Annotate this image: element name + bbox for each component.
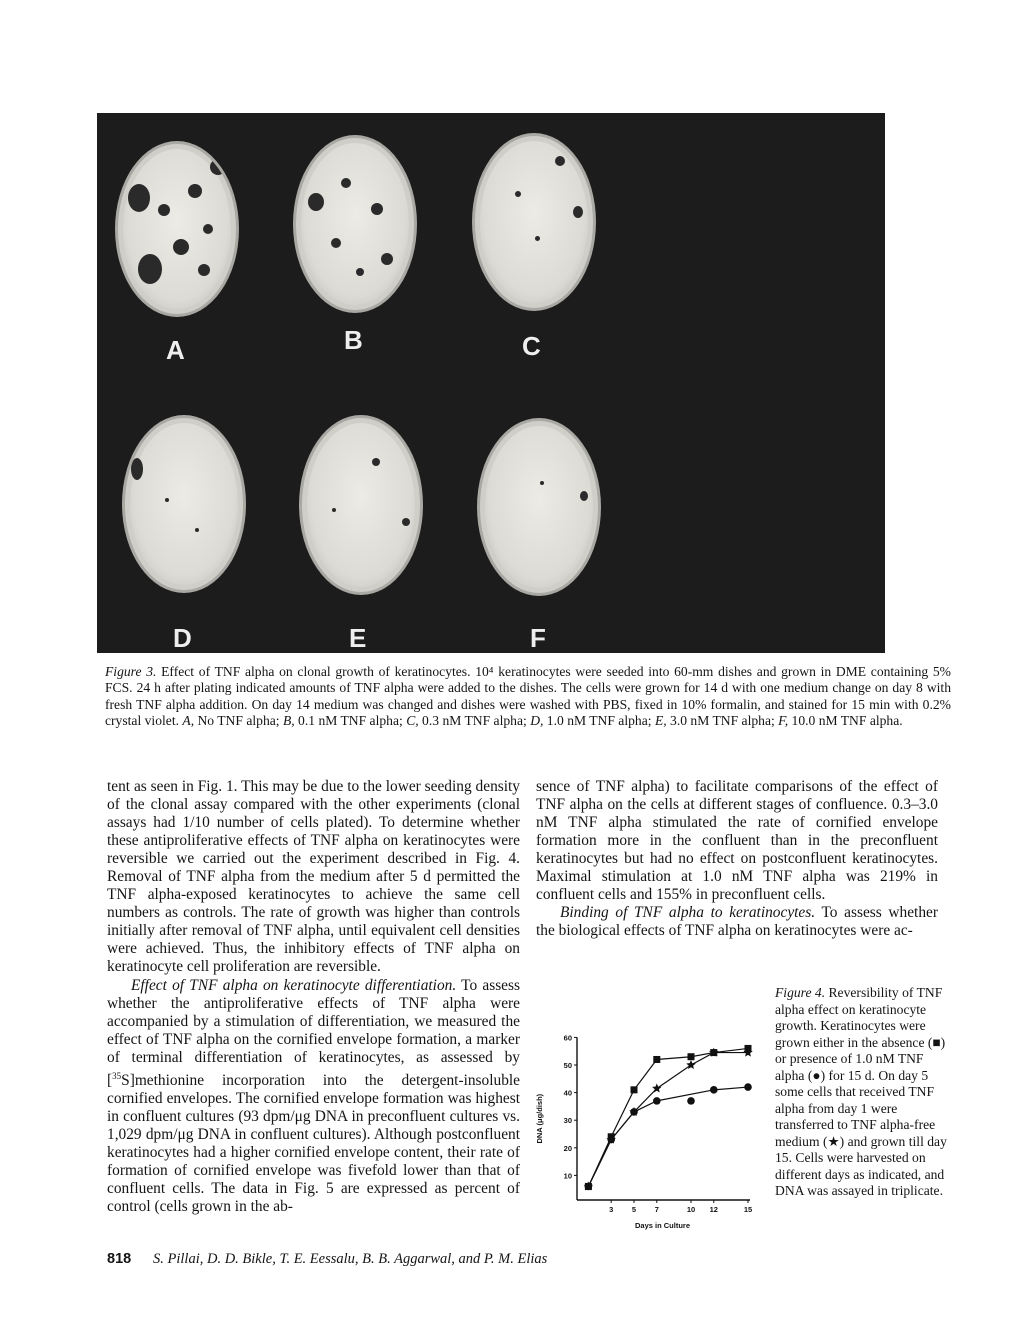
paragraph-reversibility: tent as seen in Fig. 1. This may be due to the lower seeding density of the clonal assay compared with the other experiments (clonal assays had 1/10 number of cells plated). To determine whether these antiproliferative effects of TNF alpha on keratinocytes were reversible we carried out the experiment described in Fig. 4. Removal of TNF alpha from the medium after 5 d permitted the TNF alpha-exposed keratinocytes to achieve the same cell numbers as controls. The rate of growth was higher than controls initially after removal of TNF alpha, until equivalent cell densities were achieved. Thus, the inhibitory effects of TNF alpha on keratinocyte cell proliferation are reversible. xyxy=(107,778,520,976)
circle-marker-icon xyxy=(687,1097,695,1105)
y-tick-label: 60 xyxy=(563,1033,572,1043)
figure3-photo-panel xyxy=(97,113,885,653)
figure4-caption xyxy=(775,985,950,1200)
panel-label-f: F xyxy=(530,623,546,653)
y-tick-label: 40 xyxy=(563,1088,572,1098)
section-heading-binding: Binding of TNF alpha to keratinocytes. xyxy=(560,904,816,922)
legend-text-e: 3.0 nM TNF alpha; xyxy=(666,713,779,729)
y-tick-label: 10 xyxy=(563,1171,572,1181)
x-tick-label: 10 xyxy=(686,1205,696,1214)
body-column-right xyxy=(536,778,938,940)
panel-label-d: D xyxy=(173,623,192,653)
legend-text-c: 0.3 nM TNF alpha; xyxy=(418,713,531,729)
legend-key-c: C, xyxy=(406,713,419,729)
body-column-left xyxy=(107,778,520,1216)
y-tick-label: 20 xyxy=(563,1143,572,1153)
culture-dish-c xyxy=(472,133,596,311)
panel-label-a: A xyxy=(166,335,185,365)
legend-key-f: F, xyxy=(778,713,789,729)
legend-text-d: 1.0 nM TNF alpha; xyxy=(543,713,655,729)
figure4-caption-label: Figure 4. xyxy=(775,985,826,1000)
culture-dish-d xyxy=(122,415,246,593)
figure3-caption-label: Figure 3. xyxy=(105,664,157,679)
y-axis-label: DNA (μg/dish) xyxy=(535,1093,544,1144)
paragraph-binding-text: To assess whether the biological effects of TNF alpha on keratinocytes were ac- xyxy=(536,904,938,940)
square-marker-icon xyxy=(653,1056,660,1063)
square-marker-icon xyxy=(631,1086,638,1093)
page-footer xyxy=(107,1251,547,1268)
series-line-star xyxy=(588,1053,748,1187)
isotope-superscript: 35 xyxy=(112,1070,122,1081)
culture-dish-a xyxy=(115,141,239,317)
figure4-caption-text: Reversibility of TNF alpha effect on keratinocyte growth. Keratinocytes were grown either in the absence (■) or presence of 1.0 nM TNF alpha (●) for 15 d. On day 5 some cells that received TNF alpha from day 1 were transferred to TNF alpha-free medium (★) and grown till day 15. Cells were harvested on different days as indicated, and DNA was assayed in triplicate. xyxy=(775,985,947,1198)
figure3-caption xyxy=(105,664,951,730)
figure3-caption-text: Effect of TNF alpha on clonal growth of keratinocytes. 10⁴ keratinocytes were seeded into 60-mm dishes and grown in DME containing 5% FCS. 24 h after plating indicated amounts of TNF alpha were added to the dishes. The cells were grown for 14 d with one medium change on day 8 with fresh TNF alpha addition. On day 14 medium was changed and dishes were washed with PBS, fixed in 10% formalin, and stained for 15 min with 0.2% crystal violet. xyxy=(105,664,951,729)
paragraph-binding xyxy=(536,904,938,940)
y-tick-label: 30 xyxy=(563,1116,572,1126)
paragraph-differentiation-text-a: To assess whether the antiproliferative effects of TNF alpha were accompanied by a stimulation of differentiation, we measured the effect of TNF alpha on the cornified envelope formation, a marker of terminal differentiation of keratinocytes, as assessed by [ xyxy=(107,976,520,1089)
circle-marker-icon xyxy=(744,1083,752,1091)
x-tick-label: 15 xyxy=(743,1205,753,1214)
panel-label-e: E xyxy=(349,623,367,653)
paragraph-confluence: sence of TNF alpha) to facilitate comparisons of the effect of TNF alpha on the cells at different stages of confluence. 0.3–3.0 nM TNF alpha stimulated the rate of cornified envelope formation more in the confluent than in the preconfluent keratinocytes but had no effect on postconfluent keratinocytes. Maximal stimulation at 1.0 nM TNF alpha was 219% in confluent cells and 155% in preconfluent cells. xyxy=(536,778,938,904)
series-line-square xyxy=(588,1048,748,1186)
paragraph-differentiation-text-b: S]methionine incorporation into the detergent-insoluble cornified envelopes. The cornified envelope formation was highest in confluent cultures (93 dpm/μg DNA in preconfluent cultures vs. 1,029 dpm/μg DNA in confluent cultures). Although postconfluent keratinocytes had a higher cornified envelope content, their rate of formation of cornified envelope was fivefold lower than that of confluent cells. The data in Fig. 5 are expressed as percent of control (cells grown in the ab- xyxy=(107,1071,520,1216)
paragraph-differentiation xyxy=(107,977,520,1217)
square-marker-icon xyxy=(688,1053,695,1060)
culture-dish-f xyxy=(477,418,601,596)
circle-marker-icon xyxy=(653,1097,661,1105)
legend-text-f: 10.0 nM TNF alpha. xyxy=(788,713,903,729)
legend-key-a: A, xyxy=(182,713,195,729)
culture-dish-e xyxy=(299,415,423,595)
x-axis-label: Days in Culture xyxy=(634,1221,691,1230)
section-heading-differentiation: Effect of TNF alpha on keratinocyte differentiation. xyxy=(131,976,457,994)
panel-label-c: C xyxy=(522,331,541,361)
dna-growth-line-chart xyxy=(530,1025,765,1235)
legend-key-d: D, xyxy=(530,713,544,729)
x-tick-label: 12 xyxy=(709,1205,718,1214)
legend-key-b: B, xyxy=(282,713,295,729)
figure4-chart xyxy=(530,1025,765,1235)
circle-marker-icon xyxy=(710,1086,718,1094)
legend-text-a: No TNF alpha; xyxy=(194,713,283,729)
x-tick-label: 5 xyxy=(631,1205,637,1214)
running-authors: S. Pillai, D. D. Bikle, T. E. Eessalu, B. B. Aggarwal, and P. M. Elias xyxy=(153,1251,548,1267)
page-number: 818 xyxy=(107,1251,132,1267)
legend-text-b: 0.1 nM TNF alpha; xyxy=(294,713,407,729)
x-tick-label: 3 xyxy=(609,1205,614,1214)
x-tick-label: 7 xyxy=(654,1205,659,1214)
legend-key-e: E, xyxy=(654,713,667,729)
y-tick-label: 50 xyxy=(563,1061,572,1070)
panel-label-b: B xyxy=(344,325,363,355)
culture-dish-b xyxy=(293,135,417,313)
